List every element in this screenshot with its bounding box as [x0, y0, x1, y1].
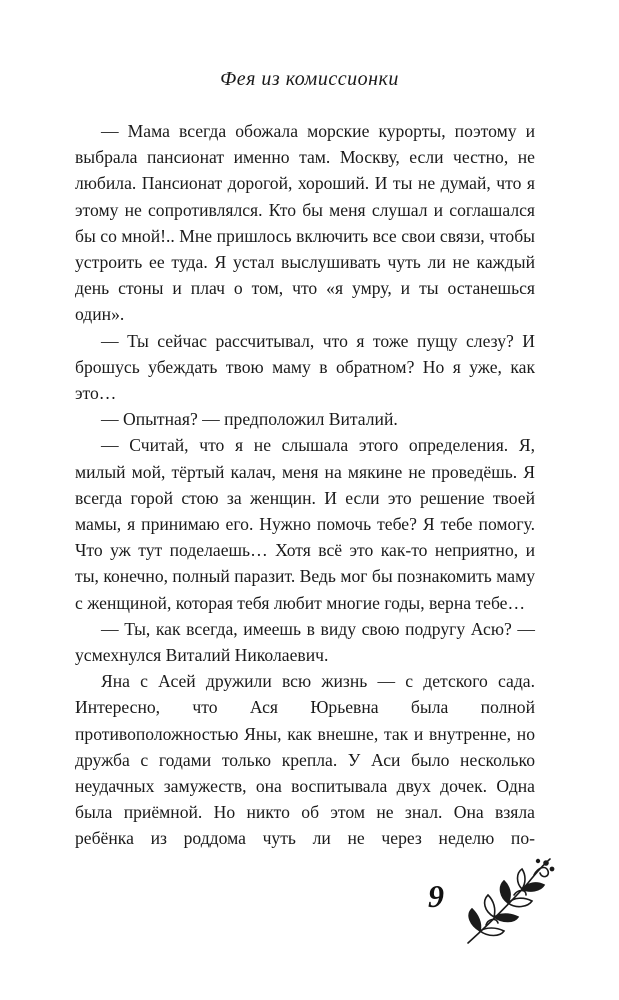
paragraph: — Опытная? — предположил Виталий.: [101, 409, 398, 430]
paragraph: Яна с Асей дружили всю жизнь — с детского сада. Интересно, что Ася Юрьевна была полной противоположностью Яны, как внешне, так и внутренне, но дружба с годами только крепла. У Аси было несколько неудачных замужеств, она воспитывала двух дочек. Одна была приёмной. Но никто об этом не знал. Она взяла ребёнка из роддома чуть ли не через неделю по-: [75, 671, 535, 849]
paragraph: — Ты сейчас рассчитывал, что я тоже пущу слезу? И брошусь убеждать твою маму в обратном? Но я уже, как это…: [75, 330, 535, 404]
paragraph: — Считай, что я не слышала этого определения. Я, милый мой, тёртый калач, меня на мякине не проведёшь. Я всегда горой стою за женщин. И если это решение твоей мамы, я принимаю его. Нужно помочь тебе? Я тебе помогу. Что уж тут поделаешь… Хотя всё это как-то неприятно, и ты, конечно, полный паразит. Ведь мог бы познакомить маму с женщиной, которая тебя любит многие годы, верна тебе…: [75, 435, 535, 613]
paragraph: — Мама всегда обожала морские курорты, поэтому и выбрала пансионат именно там. Москву, если честно, не любила. Пансионат дорогой, хороший. И ты не думай, что я этому не сопротивлялся. Кто бы меня слушал и соглашался бы со мной!.. Мне пришлось включить все свои связи, чтобы устроить ее туда. Я устал выслушивать чуть ли не каждый день стоны и плач о том, что «я умру, и ты останешься один».: [75, 121, 535, 325]
running-title: Фея из комиссионки: [220, 68, 399, 90]
paragraph: — Ты, как всегда, имеешь в виду свою подругу Асю? — усмехнулся Виталий Николаевич.: [75, 618, 535, 666]
page-number: 9: [428, 878, 444, 914]
body-text: [75, 118, 535, 852]
floral-branch-icon: [458, 855, 558, 950]
